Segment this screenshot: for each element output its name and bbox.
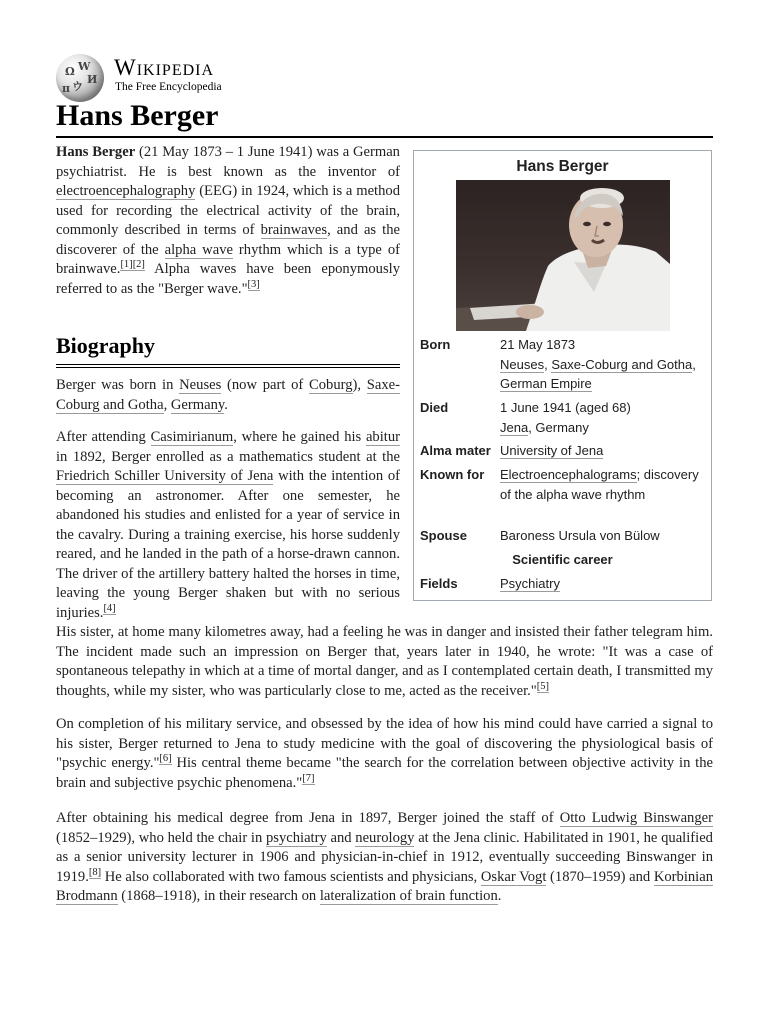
- link-neuses[interactable]: Neuses: [179, 377, 222, 393]
- wikipedia-globe-icon[interactable]: Ω W И ウ π: [56, 54, 104, 102]
- born-label: Born: [420, 337, 451, 352]
- body-text: at the Jena clinic. Habilitated in 1901, he qualified as a senior university lecturer in 1906 and physician-in-chief in 1912, eventually succeeding Binswanger in 1919.: [56, 829, 713, 885]
- link-electroencephalography[interactable]: electroencephalography: [56, 183, 196, 199]
- body-text: On completion of his military service, and obsessed by the idea of how his mind could have carried a signal to his sister, Berger returned to Jena to study medicine with the goal of discovering the physiological basis of "psychic energy.": [56, 716, 713, 771]
- known-for-label: Known for: [420, 467, 485, 482]
- body-text: He also collaborated with two famous scientists and physicians,: [101, 868, 481, 885]
- spouse-value: Baroness Ursula von Bülow: [500, 528, 660, 543]
- body-text: (1852–1929), who held the chair in: [56, 829, 266, 846]
- body-text: and: [326, 829, 356, 846]
- fields-value: [500, 574, 710, 594]
- reference-1[interactable]: [1]: [120, 259, 133, 271]
- link-born-neuses[interactable]: Neuses: [500, 356, 545, 372]
- body-text: His central theme became "the search for the correlation between objective activity in the brain and subjective psychic phenomena.": [56, 755, 713, 791]
- link-korbinian-brodmann[interactable]: Korbinian Brodmann: [56, 868, 714, 904]
- link-born-german-empire[interactable]: German Empire: [500, 376, 592, 391]
- lead-paragraph: [56, 143, 400, 299]
- link-germany[interactable]: Germany: [170, 396, 225, 413]
- body-text: .: [497, 888, 502, 904]
- reference-6[interactable]: [6]: [159, 753, 172, 765]
- lead-text: (EEG) in 1924, which is a method used for recording the electrical activity of the brain, commonly described in terms of: [56, 183, 400, 238]
- biography-paragraph-2-continued: [56, 623, 713, 701]
- lead-text: Alpha waves have been eponymously referred to as the "Berger wave.": [56, 261, 400, 297]
- body-text: ,: [163, 396, 171, 413]
- link-died-jena[interactable]: Jena: [500, 419, 529, 435]
- portrait-illustration: [456, 180, 670, 331]
- link-saxe-coburg-gotha[interactable]: Saxe-Coburg and Gotha: [56, 377, 400, 413]
- born-comma: ,: [692, 356, 696, 372]
- reference-8[interactable]: [8]: [88, 866, 102, 878]
- link-psychiatry-field[interactable]: Psychiatry: [500, 576, 560, 591]
- reference-7[interactable]: [7]: [302, 772, 315, 784]
- link-friedrich-schiller-university[interactable]: Friedrich Schiller University of Jena: [56, 468, 274, 484]
- body-text: After attending: [56, 429, 151, 445]
- link-casimirianum[interactable]: Casimirianum: [150, 429, 234, 445]
- alma-mater-value: [500, 441, 710, 461]
- link-oskar-vogt[interactable]: Oskar Vogt: [480, 868, 547, 885]
- link-coburg[interactable]: Coburg: [309, 377, 353, 393]
- link-abitur[interactable]: abitur: [365, 429, 400, 445]
- body-text: (now part of: [221, 377, 309, 393]
- body-text: , where he gained his: [233, 429, 366, 445]
- died-place-country: , Germany: [528, 419, 589, 435]
- body-text: .: [224, 396, 228, 413]
- site-header[interactable]: [56, 52, 356, 100]
- body-text: Berger was born in: [56, 377, 180, 393]
- page-title: Hans Berger: [56, 96, 713, 138]
- born-date: 21 May 1873: [500, 337, 576, 352]
- body-text: His sister, at home many kilometres away, had a feeling he was in danger and insisted their father telegram him. The incident made such an impression on Berger that, years later in 1940, he wrote: "It was a case of spontaneous telepathy in which at a time of mortal danger, and as I contemplated certain death, I transmitted my thoughts, while my sister, who was particularly close to me, acted as the receiver.": [56, 624, 713, 699]
- link-alpha-wave[interactable]: alpha wave: [164, 241, 233, 258]
- reference-4[interactable]: [4]: [103, 602, 116, 614]
- infobox-subheader-scientific-career: Scientific career: [512, 552, 613, 567]
- portrait-photo[interactable]: [456, 180, 670, 331]
- lead-text: , and as the discoverer of the: [56, 222, 401, 258]
- link-brainwaves[interactable]: brainwaves: [260, 222, 328, 238]
- known-for-value: [500, 465, 710, 504]
- biography-paragraph-1: [56, 376, 400, 415]
- reference-2[interactable]: [2]: [132, 259, 145, 271]
- site-tagline: The Free Encyclopedia: [115, 81, 222, 93]
- lead-text: rhythm which is a type of brainwave.: [56, 241, 400, 277]
- known-for-text: ; discovery of the alpha wave rhythm: [500, 467, 699, 502]
- body-text: After obtaining his medical degree from Jena in 1897, Berger joined the staff of: [56, 810, 560, 826]
- body-text: ),: [352, 377, 367, 393]
- reference-3[interactable]: [3]: [247, 278, 260, 290]
- wikipedia-wordmark[interactable]: [114, 56, 222, 94]
- biography-paragraph-2: [56, 428, 400, 623]
- body-text: (1870–1959) and: [546, 868, 654, 885]
- body-text: with the intention of becoming an astronomer. After one semester, he abandoned his studies and enlisted for a year of service in the cavalry. During a training exercise, his horse suddenly reared, and he landed in the path of a horse-drawn cannon. The driver of the artillery battery halted the horses in time, leaving the young Berger shaken but with no serious injuries.: [56, 468, 400, 621]
- link-otto-ludwig-binswanger[interactable]: Otto Ludwig Binswanger: [559, 810, 713, 826]
- died-date: 1 June 1941 (aged 68): [500, 400, 631, 415]
- biography-paragraph-4: [56, 809, 713, 907]
- alma-mater-label: Alma mater: [420, 443, 491, 458]
- biography-paragraph-3: [56, 715, 713, 793]
- link-university-of-jena[interactable]: University of Jena: [500, 443, 604, 458]
- link-electroencephalograms[interactable]: Electroencephalograms: [500, 467, 637, 482]
- lead-subject: Hans Berger: [56, 144, 136, 160]
- died-value: [500, 398, 710, 437]
- born-value: [500, 335, 710, 394]
- body-text: (1868–1918), in their research on: [117, 888, 320, 904]
- infobox-title: Hans Berger: [516, 158, 609, 175]
- link-born-saxe-coburg-gotha[interactable]: Saxe-Coburg and Gotha: [551, 356, 693, 372]
- body-text: in 1892, Berger enrolled as a mathematics student at the: [56, 448, 400, 465]
- link-neurology[interactable]: neurology: [355, 829, 415, 846]
- spouse-label: Spouse: [420, 528, 467, 543]
- reference-5[interactable]: [5]: [536, 680, 549, 692]
- link-psychiatry[interactable]: psychiatry: [265, 829, 327, 846]
- lead-text: (21 May 1873 – 1 June 1941) was a German psychiatrist. He is best known as the inventor of: [56, 144, 400, 180]
- site-name: Wikipedia: [114, 55, 215, 80]
- link-lateralization-of-brain-function[interactable]: lateralization of brain function: [319, 888, 498, 904]
- died-label: Died: [420, 400, 449, 415]
- born-separator: ,: [544, 356, 552, 372]
- infobox: [413, 150, 712, 601]
- fields-label: Fields: [420, 576, 458, 591]
- section-heading-biography: Biography: [56, 330, 400, 365]
